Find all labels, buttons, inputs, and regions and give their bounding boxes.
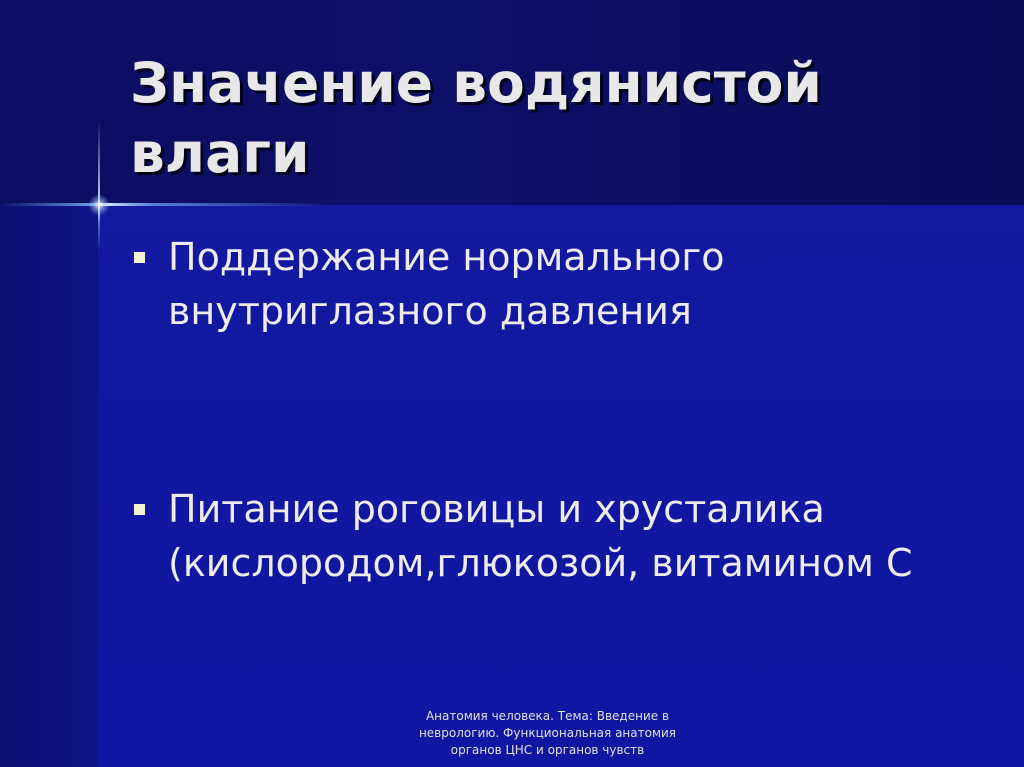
left-decorative-strip bbox=[0, 205, 98, 767]
bullet-list bbox=[130, 230, 1000, 590]
slide-footer: Анатомия человека. Тема: Введение в неврологию. Функциональная анатомия органов ЦНС и органов чувств bbox=[418, 709, 677, 757]
light-flare-vertical bbox=[98, 120, 100, 250]
light-flare-star bbox=[88, 194, 110, 216]
square-bullet-icon bbox=[134, 252, 145, 263]
bullet-text: Поддержание нормального внутриглазного давления bbox=[168, 235, 725, 333]
bullet-text: Питание роговицы и хрусталика (кислородом,глюкозой, витамином С bbox=[168, 487, 913, 585]
slide-title: Значение водянистой влаги bbox=[130, 51, 822, 185]
bullet-item bbox=[130, 230, 1000, 338]
square-bullet-icon bbox=[134, 504, 145, 515]
light-flare-horizontal bbox=[0, 203, 330, 206]
bullet-item bbox=[130, 482, 1000, 590]
